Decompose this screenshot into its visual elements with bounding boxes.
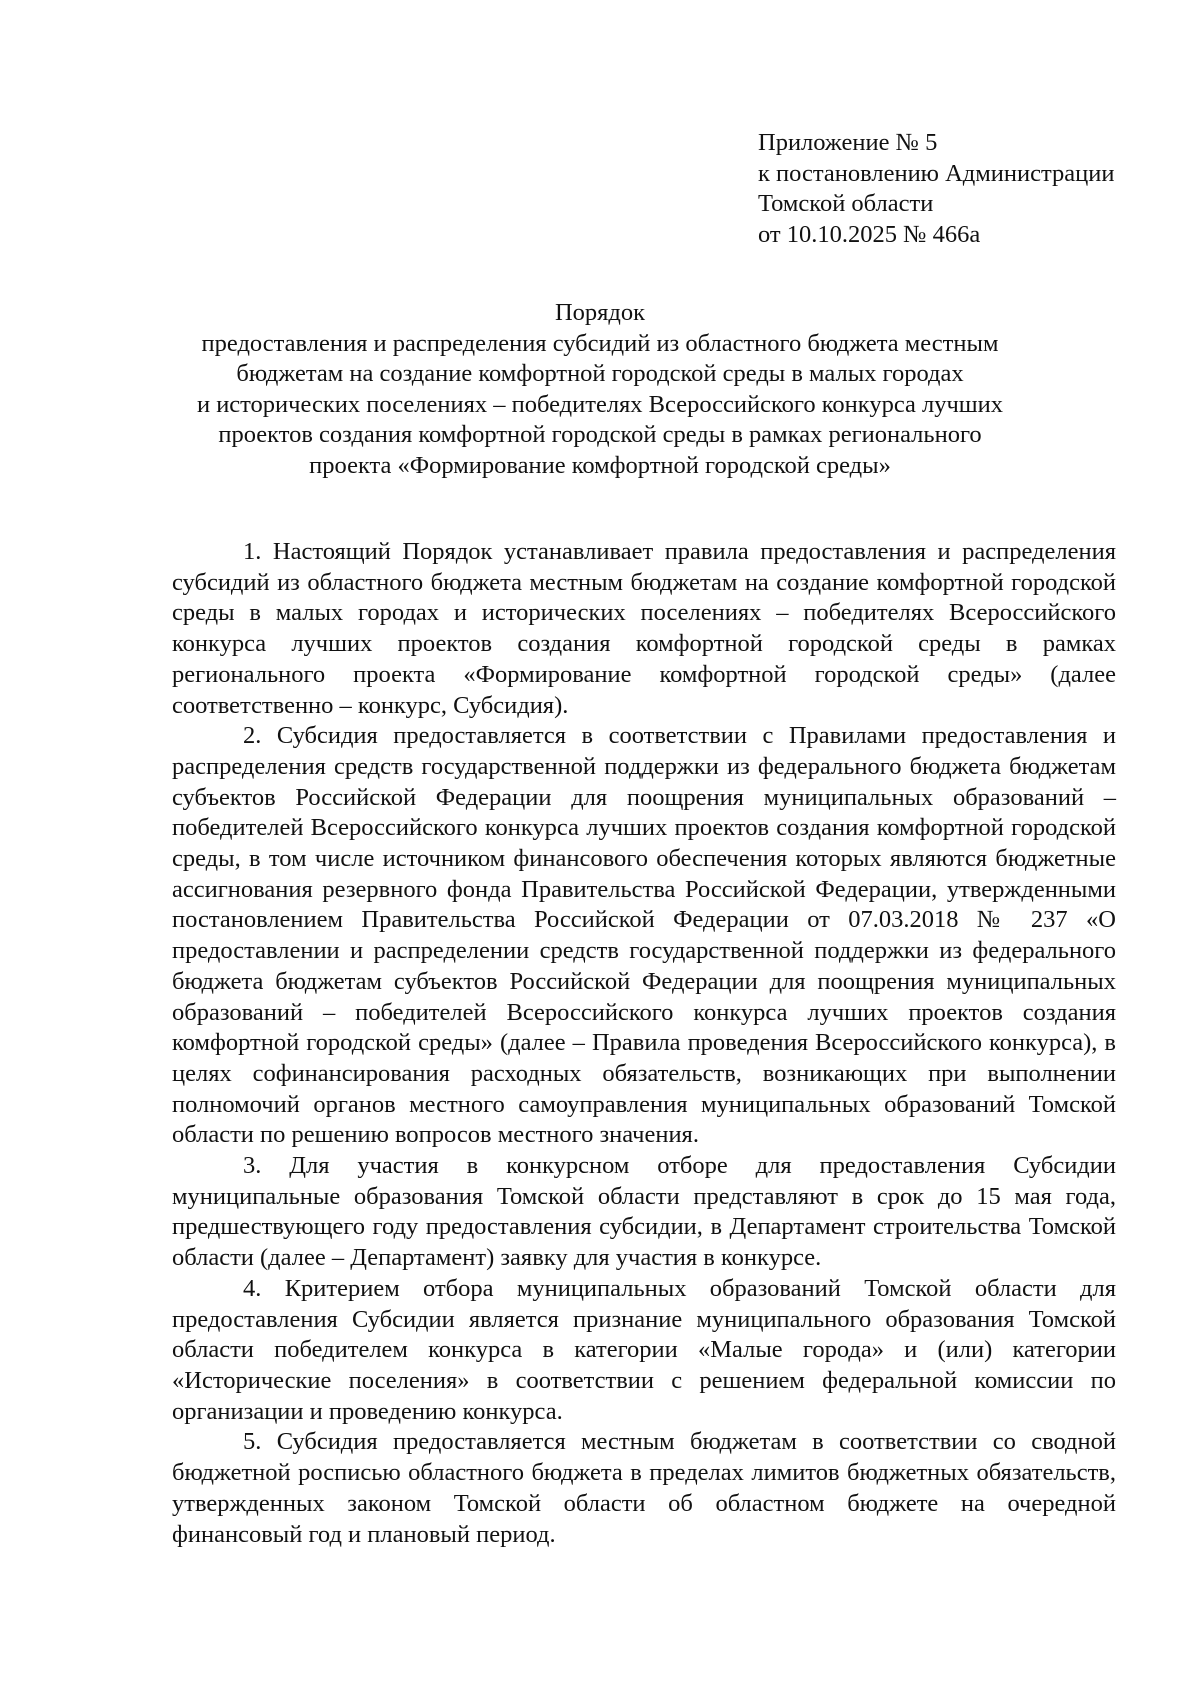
title-line: предоставления и распределения субсидий из областного бюджета местным bbox=[201, 329, 999, 357]
appendix-region: Томской области bbox=[758, 190, 934, 217]
title-line: бюджетам на создание комфортной городской среды в малых городах bbox=[236, 360, 964, 387]
title-line: и исторических поселениях – победителях Всероссийского конкурса лучших bbox=[196, 390, 1004, 418]
title-line: проекта «Формирование комфортной городской среды» bbox=[309, 451, 891, 479]
document-body bbox=[172, 537, 1116, 1550]
appendix-number: Приложение № 5 bbox=[758, 129, 938, 156]
paragraph-5: 5. Субсидия предоставляется местным бюджетам в соответствии со сводной бюджетной росписью областного бюджета в пределах лимитов бюджетных обязательств, утвержденных законом Томской области об областном бюджете на очередной финансовый год и плановый период. bbox=[172, 1428, 1116, 1548]
title-line: проектов создания комфортной городской среды в рамках регионального bbox=[218, 421, 982, 448]
paragraph-1: 1. Настоящий Порядок устанавливает правила предоставления и распределения субсидий из областного бюджета местным бюджетам на создание комфортной городской среды в малых городах и исторических поселениях – победителях Всероссийского конкурса лучших проектов создания комфортной городской среды в рамках регионального проекта «Формирование комфортной городской среды» (далее соответственно – конкурс, Субсидия). bbox=[172, 538, 1116, 719]
document-title bbox=[150, 298, 1050, 481]
appendix-date-number: от 10.10.2025 № 466а bbox=[758, 220, 981, 248]
paragraph-4: 4. Критерием отбора муниципальных образований Томской области для предоставления Субсидии является признание муниципального образования Томской области победителем конкурса в категории «Малые города» и (или) категории «Исторические поселения» в соответствии с решением федеральной комиссии по организации и проведению конкурса. bbox=[172, 1274, 1116, 1425]
paragraph-3: 3. Для участия в конкурсном отборе для предоставления Субсидии муниципальные образования Томской области представляют в срок до 15 мая года, предшествующего году предоставления субсидии, в Департамент строительства Томской области (далее – Департамент) заявку для участия в конкурсе. bbox=[172, 1152, 1116, 1272]
appendix-header bbox=[758, 128, 1158, 250]
paragraph-2: 2. Субсидия предоставляется в соответствии с Правилами предоставления и распределения средств государственной поддержки из федерального бюджета бюджетам субъектов Российской Федерации для поощрения муниципальных образований – победителей Всероссийского конкурса лучших проектов создания комфортной городской среды, в том числе источником финансового обеспечения которых являются бюджетные ассигнования резервного фонда Правительства Российской Федерации, утвержденными постановлением Правительства Российской Федерации от 07.03.2018 № 237 «О предоставлении и распределении средств государственной поддержки из федерального бюджета бюджетам субъектов Российской Федерации для поощрения муниципальных образований – победителей Всероссийского конкурса лучших проектов создания комфортной городской среды» (далее – Правила проведения Всероссийского конкурса), в целях софинансирования расходных обязательств, возникающих при выполнении полномочий органов местного самоуправления муниципальных образований Томской области по решению вопросов местного значения. bbox=[172, 722, 1116, 1149]
title-heading: Порядок bbox=[554, 299, 646, 326]
appendix-resolution-ref: к постановлению Администрации bbox=[758, 159, 1115, 187]
